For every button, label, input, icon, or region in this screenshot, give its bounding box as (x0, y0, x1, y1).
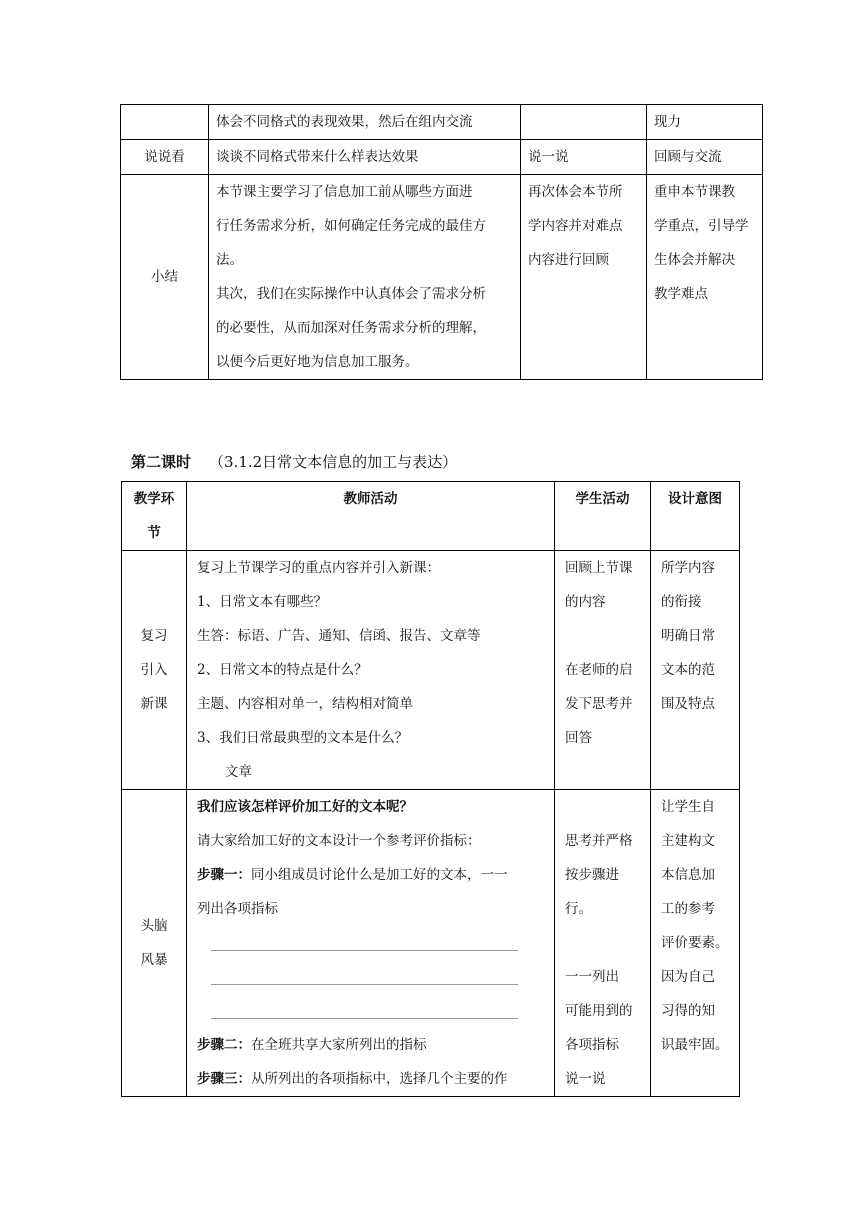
cell-line: 1、日常文本有哪些？ (197, 594, 328, 610)
cell-line: 文章 (225, 764, 252, 780)
row-label: 复习 (140, 628, 168, 644)
step-text: 在全班共享大家所列出的指标 (251, 1037, 427, 1053)
cell-text: 体会不同格式的表现效果，然后在组内交流 (216, 114, 473, 130)
cell-line: 生体会并解决 (654, 252, 735, 268)
cell-line: 各项指标 (565, 1037, 619, 1053)
header-text: 教学环 (133, 491, 175, 507)
cell-text: 回顾与交流 (654, 149, 722, 165)
blank-line (197, 994, 544, 1028)
cell-line (565, 790, 640, 824)
cell-line: 学重点，引导学 (654, 218, 749, 234)
table-cell (121, 175, 209, 380)
cell-line: 围及特点 (661, 696, 715, 712)
step-label: 步骤二： (197, 1037, 251, 1053)
table-cell (521, 140, 647, 175)
step-two (197, 1028, 544, 1062)
cell-line: 所学内容 (661, 560, 715, 576)
header-text: 教师活动 (343, 491, 398, 507)
table-cell (647, 175, 763, 380)
table-cell (651, 551, 740, 790)
table-row (121, 105, 763, 140)
step-three (197, 1062, 544, 1096)
row-label: 新课 (140, 696, 168, 712)
cell-line: 一一列出 (565, 969, 619, 985)
cell-line: 回答 (565, 730, 592, 746)
table-cell (647, 140, 763, 175)
cell-text: 说一说 (528, 149, 569, 165)
section-title (131, 450, 457, 474)
table-cell (209, 105, 521, 140)
cell-line: 回顾上节课 (565, 560, 633, 576)
cell-line: 生答：标语、广告、通知、信函、报告、文章等 (197, 628, 481, 644)
cell-line: 行任务需求分析，如何确定任务完成的最佳方 (216, 218, 486, 234)
cell-line: 习得的知 (661, 1003, 715, 1019)
table-cell (209, 140, 521, 175)
cell-line: 主题、内容相对单一，结构相对简单 (197, 696, 413, 712)
cell-line: 主建构文 (661, 833, 715, 849)
table-cell (121, 105, 209, 140)
cell-line: 说一说 (565, 1071, 606, 1087)
table-row (121, 175, 763, 380)
cell-line: 文本的范 (661, 662, 715, 678)
header-cell (555, 482, 651, 551)
row-label: 引入 (140, 662, 168, 678)
cell-line (565, 619, 640, 653)
table-cell (651, 790, 740, 1097)
section-label: 第二课时 (131, 453, 192, 471)
cell-line: 学内容并对难点 (528, 218, 623, 234)
blank-line (197, 926, 544, 960)
cell-line: 列出各项指标 (197, 901, 278, 917)
header-text: 设计意图 (668, 491, 722, 507)
cell-line: 复习上节课学习的重点内容并引入新课： (197, 560, 440, 576)
cell-text: 谈谈不同格式带来什么样表达效果 (216, 149, 419, 165)
table-cell (122, 790, 187, 1097)
row-label-talk: 说说看 (144, 149, 185, 165)
header-cell (122, 482, 187, 551)
header-cell (651, 482, 740, 551)
table-cell (187, 790, 555, 1097)
row-label: 头脑 (140, 918, 168, 934)
row-label: 风暴 (140, 952, 168, 968)
header-text: 节 (147, 525, 161, 541)
cell-line: 明确日常 (661, 628, 715, 644)
lesson-table-part2 (121, 481, 740, 1097)
row-label-summary: 小结 (151, 269, 178, 285)
cell-line: 再次体会本节所 (528, 184, 623, 200)
table-cell (209, 175, 521, 380)
cell-line: 法。 (216, 252, 243, 268)
table-cell (187, 551, 555, 790)
table-cell (647, 105, 763, 140)
cell-line: 行。 (565, 901, 592, 917)
cell-line: 内容进行回顾 (528, 252, 609, 268)
table-row (122, 551, 740, 790)
cell-line: 的必要性，从而加深对任务需求分析的理解， (216, 320, 486, 336)
lesson-table-part1 (120, 104, 763, 380)
cell-line: 以便今后更好地为信息加工服务。 (216, 354, 419, 370)
header-cell (187, 482, 555, 551)
table-cell (521, 105, 647, 140)
step-label: 步骤一： (197, 867, 251, 883)
step-one (197, 858, 544, 892)
table-row (121, 140, 763, 175)
cell-line: 发下思考并 (565, 696, 633, 712)
cell-line: 2、日常文本的特点是什么？ (197, 662, 368, 678)
cell-line: 可能用到的 (565, 1003, 633, 1019)
cell-line (565, 926, 640, 960)
cell-text: 现力 (654, 114, 681, 130)
table-cell (555, 551, 651, 790)
cell-line: 因为自己 (661, 969, 715, 985)
table-row (122, 790, 740, 1097)
cell-line: 的衔接 (661, 594, 702, 610)
cell-line: 在老师的启 (565, 662, 633, 678)
cell-line: 3、我们日常最典型的文本是什么？ (197, 730, 409, 746)
table-cell (521, 175, 647, 380)
cell-line: 其次，我们在实际操作中认真体会了需求分析 (216, 286, 486, 302)
step-text: 同小组成员讨论什么是加工好的文本，一一 (251, 867, 508, 883)
cell-line: 的内容 (565, 594, 606, 610)
question-text: 我们应该怎样评价加工好的文本呢？ (197, 799, 413, 815)
table-cell (555, 790, 651, 1097)
cell-line: 请大家给加工好的文本设计一个参考评价指标： (197, 833, 481, 849)
blank-line (197, 960, 544, 994)
step-text: 从所列出的各项指标中，选择几个主要的作 (251, 1071, 508, 1087)
cell-line: 本节课主要学习了信息加工前从哪些方面进 (216, 184, 473, 200)
cell-line: 重申本节课教 (654, 184, 735, 200)
cell-line: 按步骤进 (565, 867, 619, 883)
cell-line: 思考并严格 (565, 833, 633, 849)
cell-line: 工的参考 (661, 901, 715, 917)
cell-line: 本信息加 (661, 867, 715, 883)
table-header-row (122, 482, 740, 551)
cell-line: 评价要素。 (661, 935, 729, 951)
section-subtitle: （3.1.2日常文本信息的加工与表达） (209, 453, 458, 471)
cell-line: 教学难点 (654, 286, 708, 302)
table-cell (121, 140, 209, 175)
table-cell (122, 551, 187, 790)
cell-line: 让学生自 (661, 799, 715, 815)
header-text: 学生活动 (575, 491, 630, 507)
step-label: 步骤三： (197, 1071, 251, 1087)
cell-line: 识最牢固。 (661, 1037, 729, 1053)
